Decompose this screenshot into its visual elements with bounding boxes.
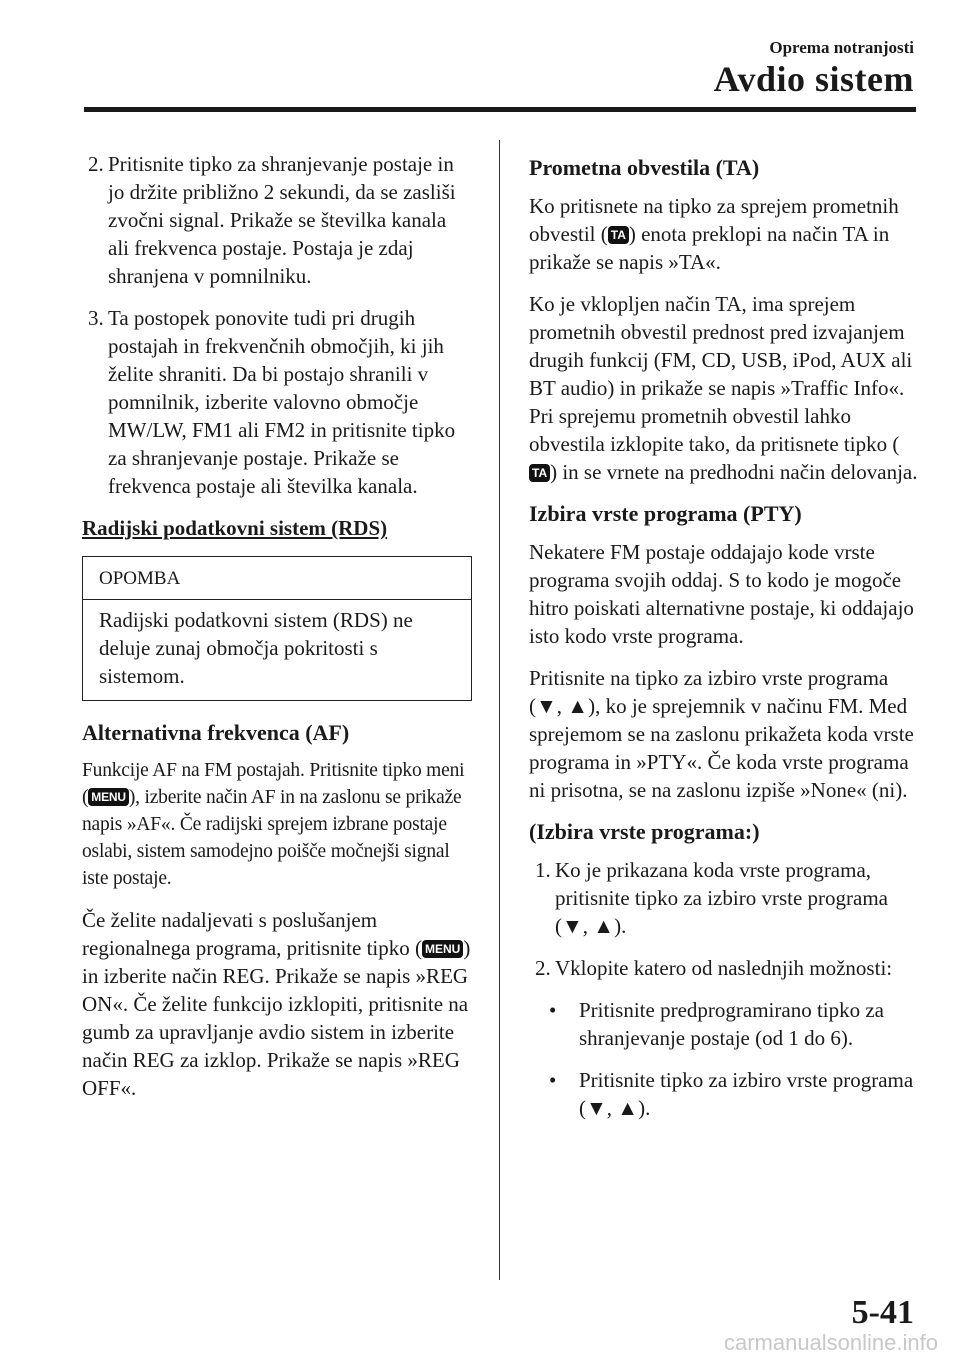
header-section-label: Oprema notranjosti — [769, 38, 914, 57]
column-divider — [499, 140, 500, 1280]
up-arrow-icon: ▲ — [567, 694, 589, 718]
item-text: Vklopite katero od naslednjih možnosti: — [555, 956, 893, 980]
bullet-icon: • — [549, 1068, 557, 1092]
note-title: OPOMBA — [83, 557, 471, 600]
select-heading: (Izbira vrste programa:) — [529, 819, 760, 844]
watermark: carmanualsonline.info — [723, 1330, 938, 1355]
pty-paragraph-2: Pritisnite na tipko za izbiro vrste programa (▼, ▲), ko je sprejemnik v načinu FM. Med sprejemom se na zaslonu prikažeta koda vrste programa in »PTY«. Če koda vrste programa ni prisotna, se na zaslonu izpiše »None« (ni). — [529, 666, 914, 802]
page-number: 5-41 — [851, 1294, 914, 1331]
down-arrow-icon: ▼ — [586, 1096, 607, 1120]
ta-icon: TA — [608, 226, 629, 244]
pty-heading: Izbira vrste programa (PTY) — [529, 501, 802, 526]
list-item — [82, 150, 472, 290]
pty-paragraph-1: Nekatere FM postaje oddajajo kode vrste programa svojih oddaj. S to kodo je mogoče hitro poiskati alternativne postaje, ki oddajajo isto kodo vrste programa. — [529, 540, 914, 648]
list-item: 1. Ko je prikazana koda vrste programa, pritisnite tipko za izbiro vrste programa (▼, ▲). — [535, 858, 888, 938]
up-arrow-icon: ▲ — [617, 1096, 639, 1120]
bullet-icon: • — [549, 998, 557, 1022]
item-number: 3. — [88, 306, 104, 330]
ta-heading: Prometna obvestila (TA) — [529, 155, 760, 180]
af-paragraph-1: Funkcije AF na FM postajah. Pritisnite tipko meni ( MENU ), izberite način AF in na zaslonu se prikaže napis »AF«. Če radijski sprejem izbrane postaje oslabi, sistem samodejno poišče močnejši signal iste postaje. — [82, 760, 465, 889]
note-body: Radijski podatkovni sistem (RDS) ne deluje zunaj območja pokritosti s sistemom. — [99, 608, 413, 688]
item-number: 2. — [535, 956, 551, 980]
right-column — [529, 150, 919, 1136]
item-text: Pritisnite tipko za shranjevanje postaje in jo držite približno 2 sekundi, da se zasliši zvočni signal. Prikaže se številka kanala ali frekvenca postaje. Postaja je zdaj shranjena v pomnilniku. — [108, 152, 456, 288]
menu-icon: MENU — [88, 788, 129, 806]
menu-icon: MENU — [422, 940, 463, 958]
item-text: Ta postopek ponovite tudi pri drugih postajah in frekvenčnih območjih, ki jih želite shraniti. Da bi postajo shranili v pomnilnik, izberite valovno območje MW/LW, FM1 ali FM2 in pritisnite tipko za shranjevanje postaje. Prikaže se frekvenca postaje ali številka kanala. — [108, 306, 456, 498]
ta-paragraph-2: Ko je vklopljen način TA, ima sprejem prometnih obvestil prednost pred izvajanjem drugih funkcij (FM, CD, USB, iPod, AUX ali BT audio) in prikaže se napis »Traffic Info«. — [529, 292, 913, 400]
page-title: Avdio sistem — [713, 59, 914, 99]
af-heading: Alternativna frekvenca (AF) — [82, 720, 350, 745]
item-number: 1. — [535, 858, 551, 882]
af-paragraph-2: Če želite nadaljevati s poslušanjem regionalnega programa, pritisnite tipko ( MENU ) in izberite način REG. Prikaže se napis »REG ON«. Če želite funkcijo izklopiti, pritisnite na gumb za upravljanje avdio sistem in izberite način REG za izklop. Prikaže se napis »REG OFF«. — [82, 908, 471, 1100]
down-arrow-icon: ▼ — [536, 694, 557, 718]
bullet-item: • Pritisnite tipko za izbiro vrste programa (▼, ▲). — [549, 1068, 914, 1120]
list-item — [82, 304, 472, 500]
note-box — [82, 556, 472, 701]
ta-paragraph-3: Pri sprejemu prometnih obvestil lahko obvestila izklopite tako, da pritisnete tipko (TA ) in se vrnete na predhodni način delovanja. — [529, 404, 918, 484]
left-column — [82, 150, 472, 1116]
item-number: 2. — [88, 152, 104, 176]
header-rule — [84, 107, 916, 112]
ta-icon: TA — [529, 464, 550, 482]
bullet-item: • Pritisnite predprogramirano tipko za shranjevanje postaje (od 1 do 6). — [549, 998, 885, 1050]
ta-paragraph-1: Ko pritisnete na tipko za sprejem prometnih obvestil ( TA ) enota preklopi na način TA in prikaže se napis »TA«. — [529, 194, 899, 274]
up-arrow-icon: ▲ — [593, 914, 615, 938]
rds-heading: Radijski podatkovni sistem (RDS) — [82, 516, 388, 540]
list-item — [529, 954, 919, 982]
down-arrow-icon: ▼ — [562, 914, 583, 938]
